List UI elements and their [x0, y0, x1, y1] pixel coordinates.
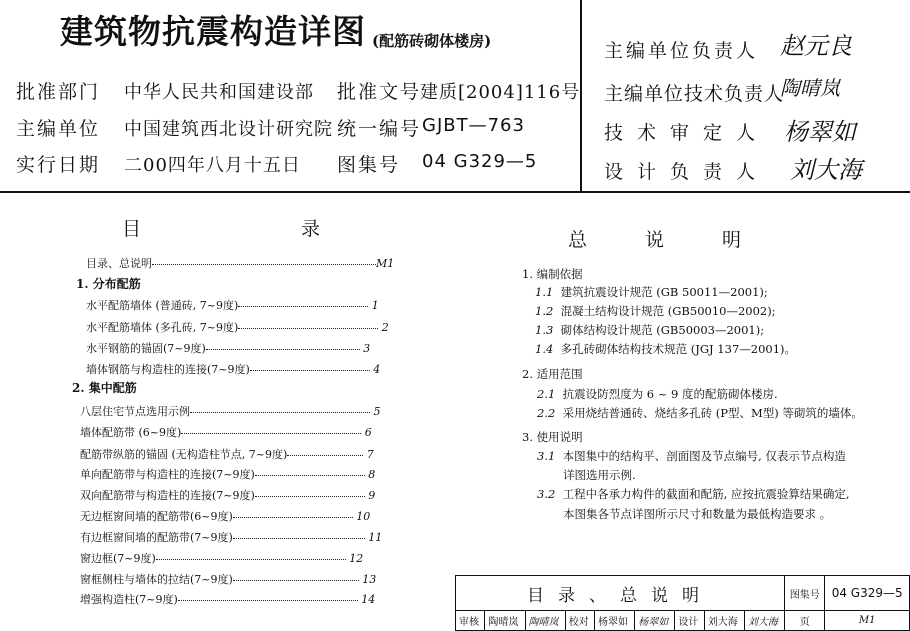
page-subtitle: (配筋砖砌体楼房) — [372, 32, 492, 50]
note-item-cont: 详图选用示例. — [563, 468, 636, 482]
notes-section-2: 2. 适用范围 — [522, 367, 583, 381]
toc-entry: 双向配筋带与构造柱的连接(7~9度) 9 — [80, 489, 376, 502]
note-item: 2.1 抗震设防烈度为 6 ~ 9 度的配筋砌体楼房. — [537, 387, 778, 401]
signer-name: 杨翠如 — [595, 611, 635, 631]
title-block-atlas-label: 图集号 — [785, 576, 825, 611]
notes-title: 总说明 — [568, 229, 800, 251]
note-item: 3.1 本图集中的结构平、剖面图及节点编号, 仅表示节点构造 — [537, 449, 846, 463]
chief-unit-label: 主编单位 — [16, 118, 101, 140]
note-item-cont: 本图集各节点详图所示尺寸和数量为最低构造要求 。 — [563, 507, 832, 521]
approval-dept-label: 批准部门 — [16, 81, 101, 103]
toc-section-2: 2. 集中配筋 — [72, 381, 137, 395]
role-tech-chief: 主编单位技术负责人 — [604, 83, 785, 105]
unified-no-value: GJBT—763 — [422, 115, 525, 136]
toc-entry: 墙体配筋带 (6~9度) 6 — [80, 426, 372, 439]
unified-no-label: 统一编号 — [337, 118, 422, 140]
toc-entry: 有边框窗间墙的配筋带(7~9度) 11 — [80, 531, 383, 544]
effective-date-label: 实行日期 — [16, 154, 101, 176]
toc-entry: 水平配筋墙体 (多孔砖, 7~9度) 2 — [86, 321, 389, 334]
note-item: 1.4 多孔砖砌体结构技术规范 (JGJ 137—2001)。 — [535, 342, 797, 356]
signer-role: 审核 — [456, 611, 485, 631]
title-block-page-label: 页 — [785, 611, 825, 631]
toc-entry: 配筋带纵筋的锚固 (无构造柱节点, 7~9度) 7 — [80, 448, 374, 461]
approval-no-label: 批准文号 — [337, 81, 422, 103]
signer-name: 刘大海 — [704, 611, 744, 631]
toc-entry-page: M1 — [376, 257, 395, 270]
role-chief-unit: 主编单位负责人 — [604, 40, 759, 62]
note-item: 1.2 混凝土结构设计规范 (GB50010—2002); — [535, 304, 776, 318]
approval-no-value: 建质[2004]116号 — [420, 82, 581, 103]
toc-entry: 增强构造柱(7~9度) 14 — [80, 593, 376, 606]
toc-entry: 墙体钢筋与构造柱的连接(7~9度) 4 — [86, 363, 381, 376]
toc-entry: 单向配筋带与构造柱的连接(7~9度) 8 — [80, 468, 376, 481]
toc-entry: 八层住宅节点选用示例 5 — [80, 405, 381, 418]
toc-section-1: 1. 分布配筋 — [76, 277, 141, 291]
signer-role: 设计 — [675, 611, 704, 631]
effective-date-value: 二00四年八月十五日 — [124, 155, 301, 176]
toc-entry-index — [86, 255, 394, 271]
title-block — [455, 575, 910, 631]
signer-name: 陶晴岚 — [485, 611, 525, 631]
signer-role: 校对 — [565, 611, 594, 631]
toc-entry-label: 目录、总说明 — [86, 257, 152, 270]
toc-entry: 无边框窗间墙的配筋带(6~9度) 10 — [80, 510, 371, 523]
header-divider — [0, 191, 910, 193]
header-split — [580, 0, 582, 192]
toc-entry: 窗边框(7~9度) 12 — [80, 552, 364, 565]
chief-unit-value: 中国建筑西北设计研究院 — [124, 119, 333, 140]
signer-signature: 陶晴岚 — [525, 611, 565, 631]
page-title: 建筑物抗震构造详图 — [60, 12, 366, 51]
signature-chief-unit: 赵元良 — [780, 32, 852, 60]
note-item: 2.2 采用烧结普通砖、烧结多孔砖 (P型、M型) 等砌筑的墙体。 — [537, 406, 863, 420]
title-block-page-value: M1 — [825, 611, 910, 631]
notes-section-1: 1. 编制依据 — [522, 267, 583, 281]
note-item: 1.3 砌体结构设计规范 (GB50003—2001); — [535, 323, 765, 337]
signer-signature: 刘大海 — [744, 611, 784, 631]
toc-entry: 水平配筋墙体 (普通砖, 7~9度) 1 — [86, 299, 379, 312]
atlas-no-label: 图集号 — [337, 154, 401, 176]
role-design-lead: 设计负责人 — [604, 161, 770, 183]
toc-entry: 窗框侧柱与墙体的拉结(7~9度) 13 — [80, 573, 377, 586]
atlas-no-value: 04 G329—5 — [422, 151, 538, 172]
title-block-atlas-value: 04 G329—5 — [825, 576, 910, 611]
notes-section-3: 3. 使用说明 — [522, 430, 583, 444]
signature-design-lead: 刘大海 — [790, 156, 862, 184]
toc-title: 目录 — [122, 218, 481, 240]
role-tech-review: 技术审定人 — [604, 122, 770, 144]
signer-signature: 杨翠如 — [635, 611, 675, 631]
signature-tech-review: 杨翠如 — [784, 118, 856, 146]
note-item: 1.1 建筑抗震设计规范 (GB 50011—2001); — [535, 285, 768, 299]
note-item: 3.2 工程中各承力构件的截面和配筋, 应按抗震验算结果确定, — [537, 487, 850, 501]
title-block-name: 目录、总说明 — [456, 576, 785, 611]
approval-dept-value: 中华人民共和国建设部 — [124, 82, 314, 103]
signature-tech-chief: 陶晴岚 — [780, 76, 840, 100]
toc-entry: 水平钢筋的锚固(7~9度) 3 — [86, 342, 371, 355]
